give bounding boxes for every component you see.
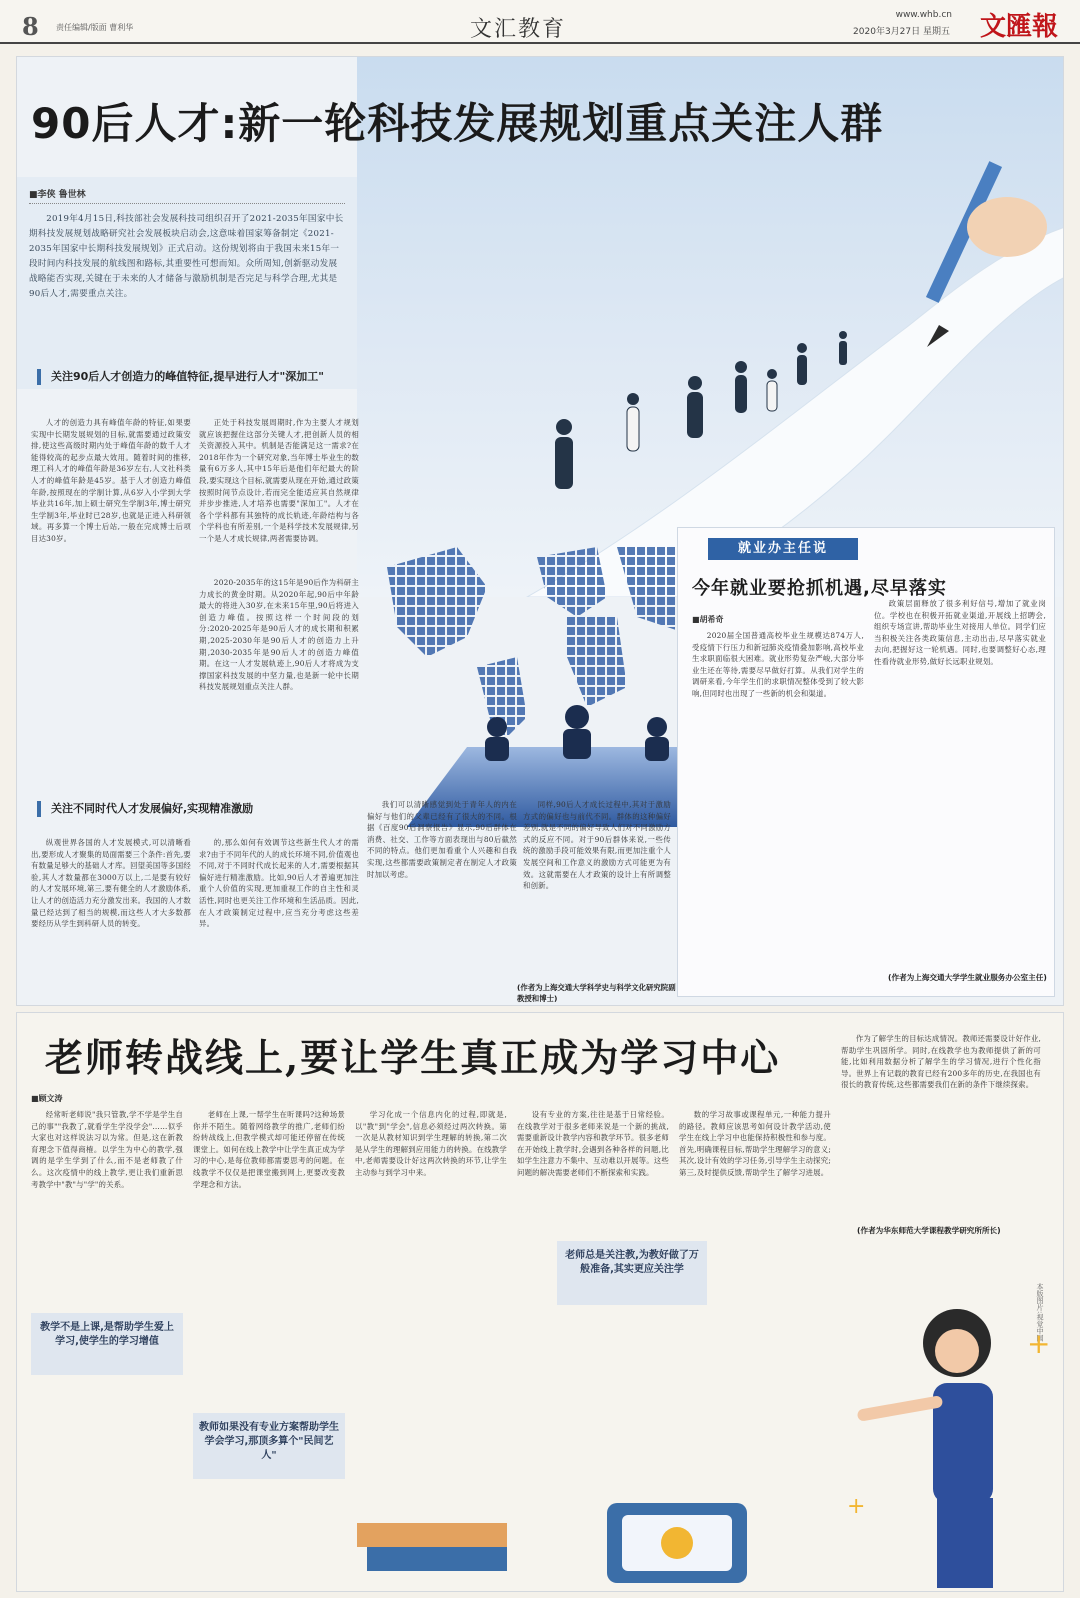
article-column [31, 577, 191, 797]
pull-quote: 老师总是关注教,为教好做了万般准备,其实更应关注学 [557, 1241, 707, 1305]
article-column: 的,那么如何有效调节这些新生代人才的需求?由于不同年代的人的成长环境不同,价值观也不同,对于不同时代成长起来的人才,需要根据其偏好进行精准激励。比如,90后人才普遍更加注重个人价值的实现,更加重视工作的自主性和灵活性,同时也更关注工作环境和生活品质。因此,在人才政策制定过程中,应当充分考虑这些差异。 [199, 838, 359, 929]
svg-text:+: + [1027, 1327, 1051, 1360]
page-headline: 90后人才:新一轮科技发展规划重点关注人群 [31, 99, 884, 148]
lead-paragraph: 2019年4月15日,科技部社会发展科技司组织召开了2021-2035年国家中长期科技发展规划战略研究社会发展板块启动会,这意味着国家筹备制定《2021-2035年国家中长期科技发展规划》正式启动。这份规划将由于我国未来15年一段时间内科技发展的航线图和路标,其重要性可想而知。众所周知,创新驱动发展战略能否实现,关键在于未来的人才储备与激励机制是否完足与科学合理,尤其是90后人才,需要重点关注。 [29, 214, 344, 299]
article-column: 正处于科技发展周期时,作为主要人才规划就应该把握住这部分关键人才,把创新人员的相关资源投入其中。机制是否能满足这一需求?在2018年作为一个研究对象,当年博士毕业生的数量有6万多人,其中15年后是他们年纪最大的阶段,要实现这个目标,就需要从现在开始,通过政策按照时间节点设计,若而完全能适应其自然规律并步步推进,人才培养也需要"深加工"。人才在各个学科都有其独特的成长轨迹,年龄结构与各个学科也有所差别,一个是科学技术发展规律,另一个是人才成长规律,两者需要协调。 [199, 418, 359, 543]
svg-text:+: + [847, 1494, 866, 1519]
article-column: 我们可以清晰感觉到处于青年人的内在偏好与他们的父辈已经有了很大的不同。根据《百度90后洞察报告》显示,90后群体在消费、社交、工作等方面表现出与80后截然不同的特点。他们更加看重个人兴趣和自我实现,这些都需要政策制定者在制定人才政策时加以考虑。 [367, 800, 517, 879]
issue-date: 2020年3月27日 星期五 [853, 27, 950, 37]
byline: ■李侠 鲁世林 [29, 187, 345, 204]
article-column: 老师在上课,一帮学生在听课吗?这种场景你并不陌生。随着网络教学的推广,老师们纷纷转战线上,但教学模式却可能还停留在传统课堂上。如何在线上教学中让学生真正成为学习的中心,是每位教师都需要思考的问题。在线教学不仅仅是把课堂搬到网上,更要改变教学理念和方法。 [193, 1110, 345, 1189]
article-column: 政策层面释放了很多利好信号,增加了就业岗位。学校也在积极开拓就业渠道,开展线上招聘会,组织专场宣讲,帮助毕业生对接用人单位。同学们应当积极关注各类政策信息,主动出击,尽早落实就业去向,把握好这一轮机遇。同时,也要调整好心态,理性看待就业形势,做好长远职业规划。 [874, 599, 1046, 666]
jobs-column-box [677, 527, 1055, 997]
article-column: 2020-2035年的这15年是90后作为科研主力成长的黄金时期。从2020年起,90后中年龄最大的将进入30岁,在未来15年里,90后将进入创造力峰值。按照这样一个时间段的划分:2020-2025年是90后人才的成长期和积累期,2025-2030年是90后人才的创造力上升期,2030-2035年是90后人才的创造力峰值期。在这一人才发展轨迹上,90后人才将成为支撑国家科技发展的中坚力量,也是新一轮中长期科技发展规划重点关注人群。 [199, 578, 359, 692]
article-column: 设有专业的方案,往往是基于日常经验。在线教学对于很多老师来说是一个新的挑战,需要重新设计教学内容和教学环节。很多老师在开始线上教学时,会遇到各种各样的问题,比如学生注意力不集中、互动难以开展等。这些问题的解决需要老师们不断探索和实践。 [517, 1110, 669, 1177]
jobs-byline: ■胡希奇 [692, 615, 724, 624]
books-illustration [347, 1443, 847, 1592]
article-column: 学习化成一个信息内化的过程,即就是,以"教"到"学会",信息必须经过两次转换。第一次是从教材知识到学生理解的转换,第二次是从学生的理解到应用能力的转换。在线教学中,老师需要设计好这两次转换的环节,让学生主动参与到学习中来。 [355, 1110, 507, 1177]
article-column: 经常听老师说"我只管教,学不学是学生自己的事""我教了,就看学生学没学会"……似乎大家也对这样说法习以为常。但是,这在新教育理念下值得商榷。以学生为中心的教学,强调的是学生学到了什么,而不是老师教了什么。这次疫情中的线上教学,更让我们重新思考教学中"教"与"学"的关系。 [31, 1110, 183, 1189]
author-note: (作者为华东师范大学课程教学研究所所长) [857, 1226, 1001, 1235]
section-name: 文汇教育 [470, 17, 567, 42]
site-url: www.whb.cn [895, 10, 952, 20]
article-headline: 老师转战线上,要让学生真正成为学习中心 [45, 1035, 781, 1080]
bottom-article [16, 1012, 1064, 1592]
article-column: 数的学习故事或课程单元,一种能力提升的路径。教师应该思考如何设计教学活动,使学生在线上学习中也能保持积极性和参与度。首先,明确课程目标,帮助学生理解学习的意义;其次,设计有效的学习任务,引导学生主动探究;第三,及时提供反馈,帮助学生了解学习进展。 [679, 1110, 831, 1177]
page-number: 8 [22, 12, 39, 41]
pull-quote: 教学不是上课,是帮助学生爱上学习,使学生的学习增值 [31, 1313, 183, 1375]
article-column [31, 1385, 183, 1585]
subhead-incentive: 关注不同时代人才发展偏好,实现精准激励 [37, 801, 357, 817]
article-column: 同样,90后人才成长过程中,其对于激励方式的偏好也与前代不同。群体的这种偏好差别,就是不同的偏好导致人们对不同激励方式的反应不同。对于90后群体来说,一些传统的激励手段可能效果有限,而更加注重个人发展空间和工作意义的激励方式可能更为有效。这就需要在人才政策的设计上有所调整和创新。 [523, 800, 671, 891]
jobs-headline: 今年就业要抢抓机遇,尽早落实 [692, 578, 947, 599]
author-note: (作者为上海交通大学学生就业服务办公室主任) [888, 973, 1047, 982]
article-column: 作为了解学生的目标达成情况。教师还需要设计好作业,帮助学生巩固所学。同时,在线教学也为教师提供了新的可能,比如利用数据分析了解学生的学习情况,进行个性化指导。世界上有记载的教育已经有200多年的历史,在我国也有很长的教育传统,这些都需要我们在新的条件下继续探索。 [841, 1034, 1041, 1090]
teacher-illustration [837, 1293, 1064, 1592]
lead-box [17, 177, 357, 389]
pull-quote: 教师如果没有专业方案帮助学生学会学习,那顶多算个"民间艺人" [193, 1413, 345, 1479]
article-column: 人才的创造力具有峰值年龄的特征,如果要实现中长期发展规划的目标,就需要通过政策安排,使这些高级时期内处于峰值年龄的数千人才能得较高的起步点最大效用。随着时间的推移,理工科人才的峰值年龄是36岁左右,人文社科类人才的峰值年龄是45岁。基于人才创造力峰值年龄,按照现在的学制计算,从6岁入小学到大学毕业共16年,加上硕士研究生学制3年,博士研究生学制3年,毕业时已28岁,也就是正进入科研领域。再多算一个博士后站,一般在完成博士后项目达30岁。 [31, 418, 191, 543]
author-note: (作者为上海交通大学科学史与科学文化研究院副教授和博士) [517, 983, 676, 1003]
subhead-creativity: 关注90后人才创造力的峰值特征,提早进行人才"深加工" [37, 369, 337, 385]
article-column: 2020届全国普通高校毕业生规模达874万人,受疫情下行压力和新冠肺炎疫情叠加影响,高校毕业生求职面临很大困难。就业形势复杂严峻,大部分毕业生还在等待,需要尽早做好打算。从我们对学生的调研来看,今年学生们的求职情况整体受到了较大影响,但同时也出现了一些新的机会和渠道。 [692, 631, 864, 698]
hand-pencil-illustration [917, 147, 1057, 367]
photo-credit: 本版图片:视觉中国 [1036, 1283, 1044, 1342]
byline: ■顾文涛 [31, 1094, 63, 1103]
article-column: 纵观世界各国的人才发展模式,可以清晰看出,要形成人才聚集的局面需要三个条件:首先,要有数量足够大的基础人才库。回望美国等多国经验,其人才数量都在3000万以上,二是要有较好的人才发展环境,第三,要有健全的人才激励体系,让人才的创造活力充分激发出来。我国的人才数量已经达到了相当的规模,而这些人才大多数都要经历从学生到科研人员的转变。 [31, 838, 191, 929]
column-tag: 就业办主任说 [708, 538, 858, 560]
newspaper-logo: 文匯報 [979, 12, 1058, 42]
top-article [16, 56, 1064, 1006]
editor-credits: 责任编辑/版面 曹利华 [56, 23, 134, 32]
masthead [0, 0, 1080, 44]
